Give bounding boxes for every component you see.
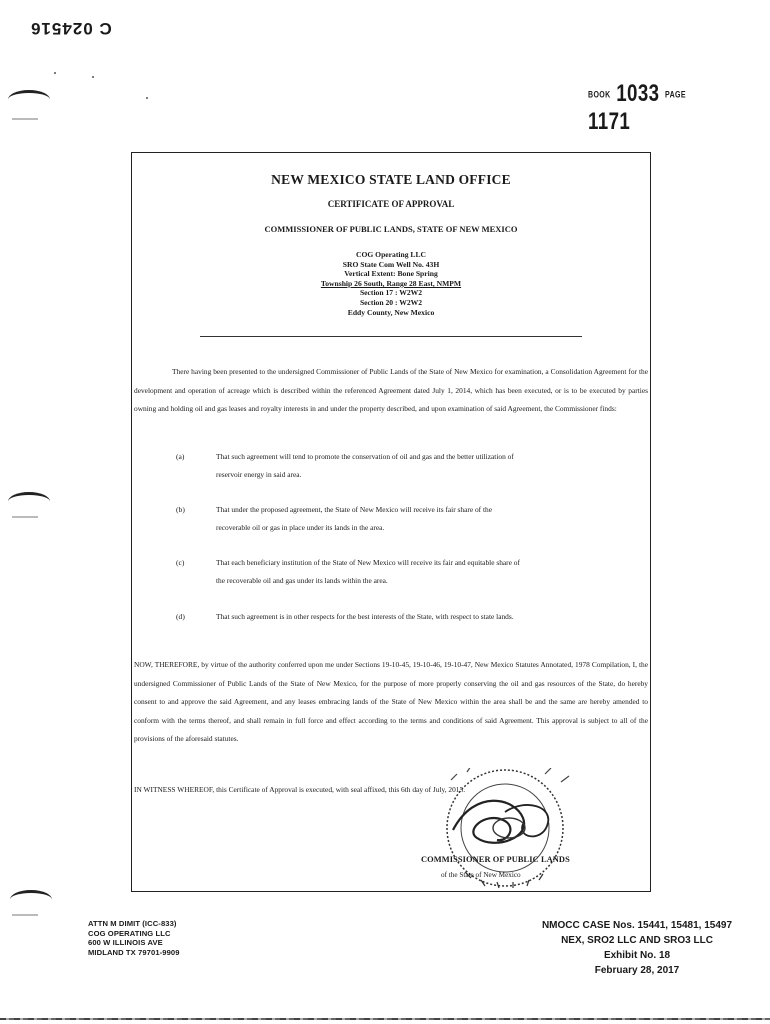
page-label: PAGE: [665, 89, 686, 100]
page-number: 1171: [588, 108, 631, 135]
therefore-paragraph: NOW, THEREFORE, by virtue of the authority conferred upon me under Sections 19-10-45, 19-10-46, 19-10-47, New Mexico Statutes Annotated, 1978 Compilation, I, the undersigned Commissioner of Public Lands of the State of New Mexico, for the purpose of more properly conserving the oil and gas resources of the State, do hereby consent to and approve the said Agreement, and any leases embracing lands of the State of New Mexico within the area shall be and the same are hereby amended to conform with the terms thereof, and shall remain in full force and effect according to the terms and conditions of said Agreement. This approval is subject to all of the provisions of the aforesaid statutes.: [134, 660, 648, 744]
section-17: Section 17 : W2W2: [359, 288, 423, 298]
attn-line-2: COG OPERATING LLC: [88, 928, 171, 938]
scan-edge-line: [0, 1018, 770, 1020]
witness-paragraph: IN WITNESS WHEREOF, this Certificate of Approval is executed, with seal affixed, this 6th day of July, 2015.: [134, 785, 466, 794]
punch-hole-mark: [8, 492, 50, 511]
punch-hole-mark: [8, 90, 50, 109]
book-label: BOOK: [588, 89, 611, 100]
recording-number-stamp: C 024516: [30, 19, 112, 38]
heading-divider: [200, 336, 582, 337]
finding-a-letter: (a): [176, 452, 185, 461]
lease-description: [131, 250, 651, 317]
township-range: Township 26 South, Range 28 East, NMPM: [320, 278, 462, 288]
finding-b-letter: (b): [176, 505, 185, 514]
punch-hole-mark: [10, 890, 52, 909]
exhibit-date: February 28, 2017: [594, 965, 680, 976]
county: Eddy County, New Mexico: [347, 307, 435, 317]
scan-speck: [146, 97, 148, 99]
issuer-heading: COMMISSIONER OF PUBLIC LANDS, STATE OF NEW MEXICO: [264, 224, 518, 234]
exhibit-case-numbers: NMOCC CASE Nos. 15441, 15481, 15497: [541, 920, 733, 931]
finding-d-letter: (d): [176, 612, 185, 621]
signature-title: COMMISSIONER OF PUBLIC LANDS: [421, 855, 570, 864]
operator-name: COG Operating LLC: [355, 250, 427, 259]
book-page-reference: [588, 80, 730, 136]
state-seal-icon: [405, 768, 605, 918]
exhibit-parties: NEX, SRO2 LLC AND SRO3 LLC: [561, 935, 713, 946]
exhibit-number: Exhibit No. 18: [603, 950, 671, 961]
finding-c-text: That each beneficiary institution of the State of New Mexico will receive its fair and equitable share of the recoverable oil and gas under its lands within the area.: [216, 558, 520, 585]
punch-hole-shadow: [12, 118, 38, 120]
scan-speck: [54, 72, 56, 74]
exhibit-label-block: [512, 918, 762, 978]
finding-c-letter: (c): [176, 558, 185, 567]
finding-b-text: That under the proposed agreement, the State of New Mexico will receive its fair share of the recoverable oil or gas in place under its lands in the area.: [216, 505, 493, 532]
intro-paragraph: There having been presented to the undersigned Commissioner of Public Lands of the State of New Mexico for examination, a Consolidation Agreement for the development and operation of acreage which is described within the referenced Agreement dated July 1, 2014, which has been executed, or is to be executed by parties owning and holding oil and gas leases and royalty interests in and under the property described, and upon examination of said Agreement, the Commissioner finds:: [134, 367, 648, 414]
punch-hole-shadow: [12, 516, 38, 518]
attn-line-3: 600 W ILLINOIS AVE: [88, 938, 163, 948]
office-heading: NEW MEXICO STATE LAND OFFICE: [271, 172, 511, 187]
attn-line-1: ATTN M DIMIT (ICC-833): [88, 919, 177, 928]
signature-subtitle: of the State of New Mexico: [441, 871, 521, 879]
punch-hole-shadow: [12, 914, 38, 916]
certificate-title: CERTIFICATE OF APPROVAL: [327, 199, 455, 209]
scan-speck: [92, 76, 94, 78]
attn-line-4: MIDLAND TX 79701-9909: [88, 947, 180, 957]
book-number: 1033: [616, 80, 660, 107]
vertical-extent: Vertical Extent: Bone Spring: [344, 269, 438, 279]
finding-d-text: That such agreement is in other respects for the best interests of the State, with respect to state lands.: [216, 612, 514, 621]
section-20: Section 20 : W2W2: [359, 297, 423, 307]
attention-address-block: [88, 919, 180, 957]
finding-a-text: That such agreement will tend to promote the conservation of oil and gas and the better utilization of reservoir energy in said area.: [216, 452, 514, 479]
well-name: SRO State Com Well No. 43H: [342, 259, 440, 269]
